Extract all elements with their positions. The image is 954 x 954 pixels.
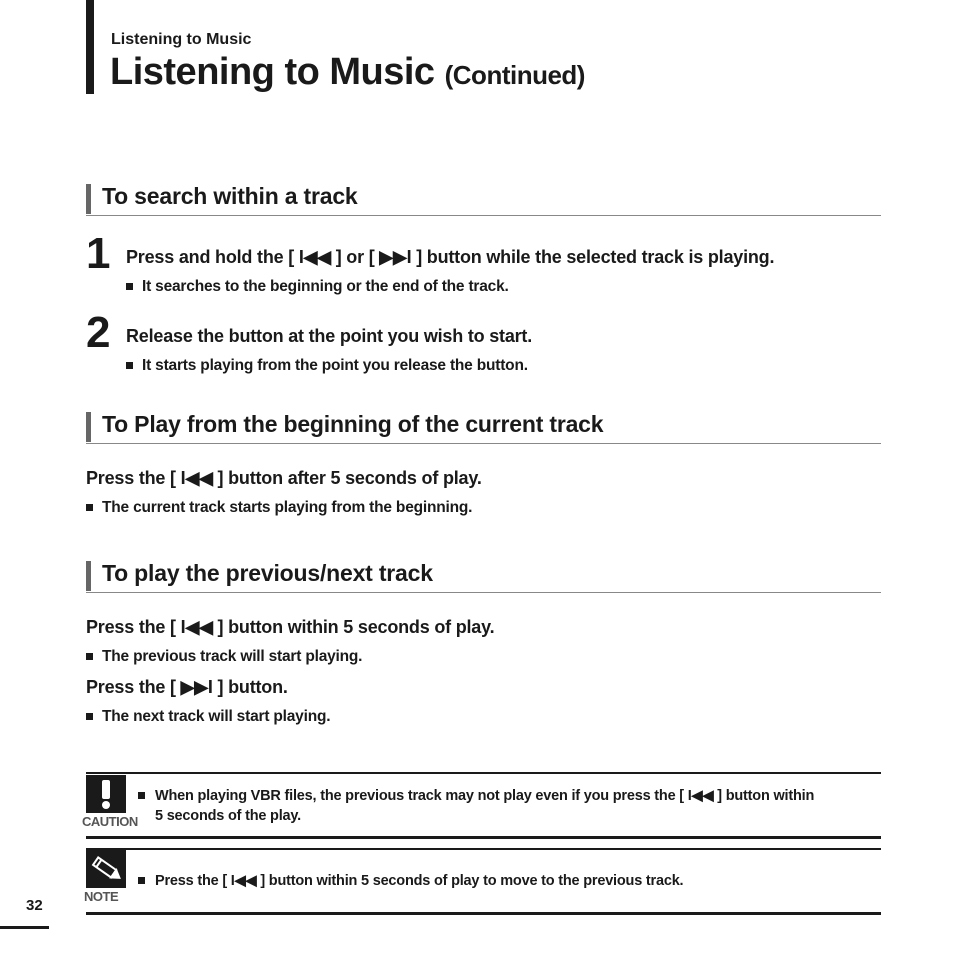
caution-bottom-rule [86, 836, 881, 839]
section-heading-search [86, 183, 881, 216]
section-heading-text: To search within a track [102, 183, 358, 209]
pencil-icon-svg [86, 850, 126, 888]
bullet-text: The next track will start playing. [102, 708, 331, 725]
next-track-bullet [86, 708, 330, 726]
note-text-content: Press the [ I◀◀ ] button within 5 seconds of play to move to the previous track. [155, 873, 684, 889]
pencil-icon [86, 850, 126, 888]
step-1-instruction: Press and hold the [ I◀◀ ] or [ ▶▶I ] button while the selected track is playing. [126, 247, 775, 267]
bullet-text: The previous track will start playing. [102, 648, 363, 665]
bullet-square [126, 362, 133, 369]
note-label: NOTE [84, 889, 119, 904]
bullet-square [126, 283, 133, 290]
exclamation-icon-svg [86, 775, 126, 813]
section-marker [86, 561, 91, 591]
page-title-text: Listening to Music [110, 51, 435, 93]
step-number-2: 2 [86, 308, 110, 357]
note-text [138, 871, 683, 891]
note-bottom-rule [86, 912, 881, 915]
bullet-square [86, 713, 93, 720]
caution-text [138, 786, 814, 826]
page-number: 32 [26, 897, 43, 914]
caution-line-2: 5 seconds of the play. [155, 808, 302, 824]
play-beginning-bullet [86, 499, 472, 517]
previous-track-instruction: Press the [ I◀◀ ] button within 5 seconds of play. [86, 617, 495, 637]
bullet-text: It searches to the beginning or the end of the track. [142, 278, 509, 295]
bullet-square [86, 504, 93, 511]
play-beginning-instruction: Press the [ I◀◀ ] button after 5 seconds of play. [86, 468, 482, 488]
section-marker [86, 184, 91, 214]
bullet-square [86, 653, 93, 660]
bullet-text: It starts playing from the point you release the button. [142, 357, 528, 374]
caution-line-1: When playing VBR files, the previous track may not play even if you press the [ I◀◀ ] button within [155, 788, 815, 804]
section-marker [86, 412, 91, 442]
step-2-instruction: Release the button at the point you wish to start. [126, 326, 533, 346]
step-2-bullet [126, 357, 528, 375]
next-track-instruction: Press the [ ▶▶I ] button. [86, 677, 288, 697]
page-title-suffix: (Continued) [444, 60, 585, 90]
section-heading-play-beginning [86, 411, 881, 444]
page-title [110, 51, 585, 94]
header-side-bar [86, 0, 94, 94]
page-number-rule [0, 926, 49, 929]
caution-label: CAUTION [82, 814, 138, 829]
bullet-square [138, 877, 145, 884]
bullet-square [138, 792, 145, 799]
bullet-text: The current track starts playing from the beginning. [102, 499, 473, 516]
breadcrumb: Listening to Music [111, 31, 252, 48]
caution-top-rule [86, 772, 881, 774]
section-heading-text: To play the previous/next track [102, 560, 433, 586]
section-heading-text: To Play from the beginning of the current track [102, 411, 604, 437]
section-heading-previous-next [86, 560, 881, 593]
step-number-1: 1 [86, 229, 110, 278]
note-top-rule [86, 848, 881, 850]
exclamation-icon [86, 775, 126, 813]
previous-track-bullet [86, 648, 362, 666]
step-1-bullet [126, 278, 509, 296]
